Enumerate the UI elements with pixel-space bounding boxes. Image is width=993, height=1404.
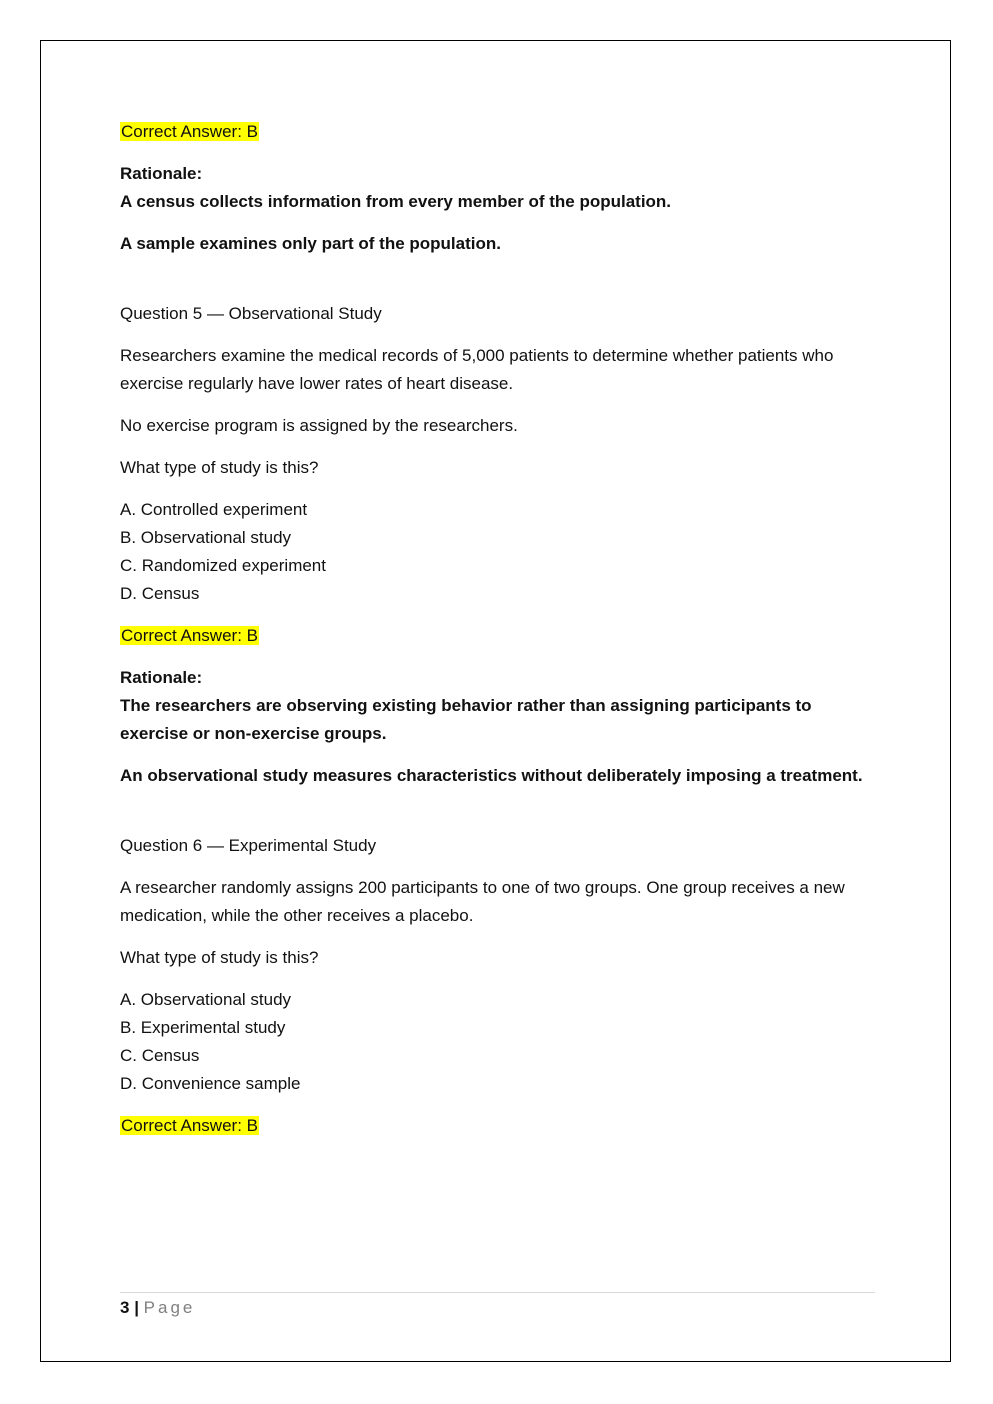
q5-option-c: C. Randomized experiment	[120, 556, 326, 575]
q6-prompt: What type of study is this?	[120, 948, 319, 967]
q5-stem: Researchers examine the medical records of 5,000 patients to determine whether patients who exercise regularly have lower rates of heart disease.	[120, 346, 834, 393]
q6-option-d: D. Convenience sample	[120, 1074, 301, 1093]
q5-rationale-line-1: The researchers are observing existing behavior rather than assigning participants to exercise or non-exercise groups.	[120, 696, 812, 743]
q4-rationale-line-2: A sample examines only part of the population.	[120, 234, 501, 253]
q5-prompt: What type of study is this?	[120, 458, 319, 477]
page-label: Page	[143, 1298, 196, 1317]
q6-option-a: A. Observational study	[120, 990, 292, 1009]
q6-options	[120, 986, 876, 1098]
answer-highlight: Correct Answer: B	[121, 1116, 258, 1135]
q4-answer	[120, 118, 876, 146]
q4-rationale-heading: Rationale:	[120, 164, 203, 183]
q5-option-d: D. Census	[120, 584, 200, 603]
q5-answer	[120, 622, 876, 650]
q5-note: No exercise program is assigned by the researchers.	[120, 416, 518, 435]
q5-title: Question 5 — Observational Study	[120, 304, 382, 323]
q4-rationale-line-1: A census collects information from every member of the population.	[120, 192, 672, 211]
answer-highlight: Correct Answer: B	[121, 122, 258, 141]
q5-rationale-line-2: An observational study measures characteristics without deliberately imposing a treatment.	[120, 766, 863, 785]
section-gap	[120, 272, 876, 300]
q6-stem: A researcher randomly assigns 200 participants to one of two groups. One group receives a new medication, while the other receives a placebo.	[120, 878, 845, 925]
q6-option-b: B. Experimental study	[120, 1018, 286, 1037]
footer-separator: |	[129, 1298, 144, 1317]
answer-highlight: Correct Answer: B	[121, 626, 258, 645]
q6-option-c: C. Census	[120, 1046, 200, 1065]
page-footer	[120, 1292, 875, 1319]
section-gap	[120, 804, 876, 832]
document-body	[120, 118, 876, 1154]
q6-answer	[120, 1112, 876, 1140]
q5-rationale-heading: Rationale:	[120, 668, 203, 687]
page-number: 3	[120, 1298, 130, 1317]
q5-option-b: B. Observational study	[120, 528, 292, 547]
q5-option-a: A. Controlled experiment	[120, 500, 308, 519]
q6-title: Question 6 — Experimental Study	[120, 836, 377, 855]
q5-options	[120, 496, 876, 608]
